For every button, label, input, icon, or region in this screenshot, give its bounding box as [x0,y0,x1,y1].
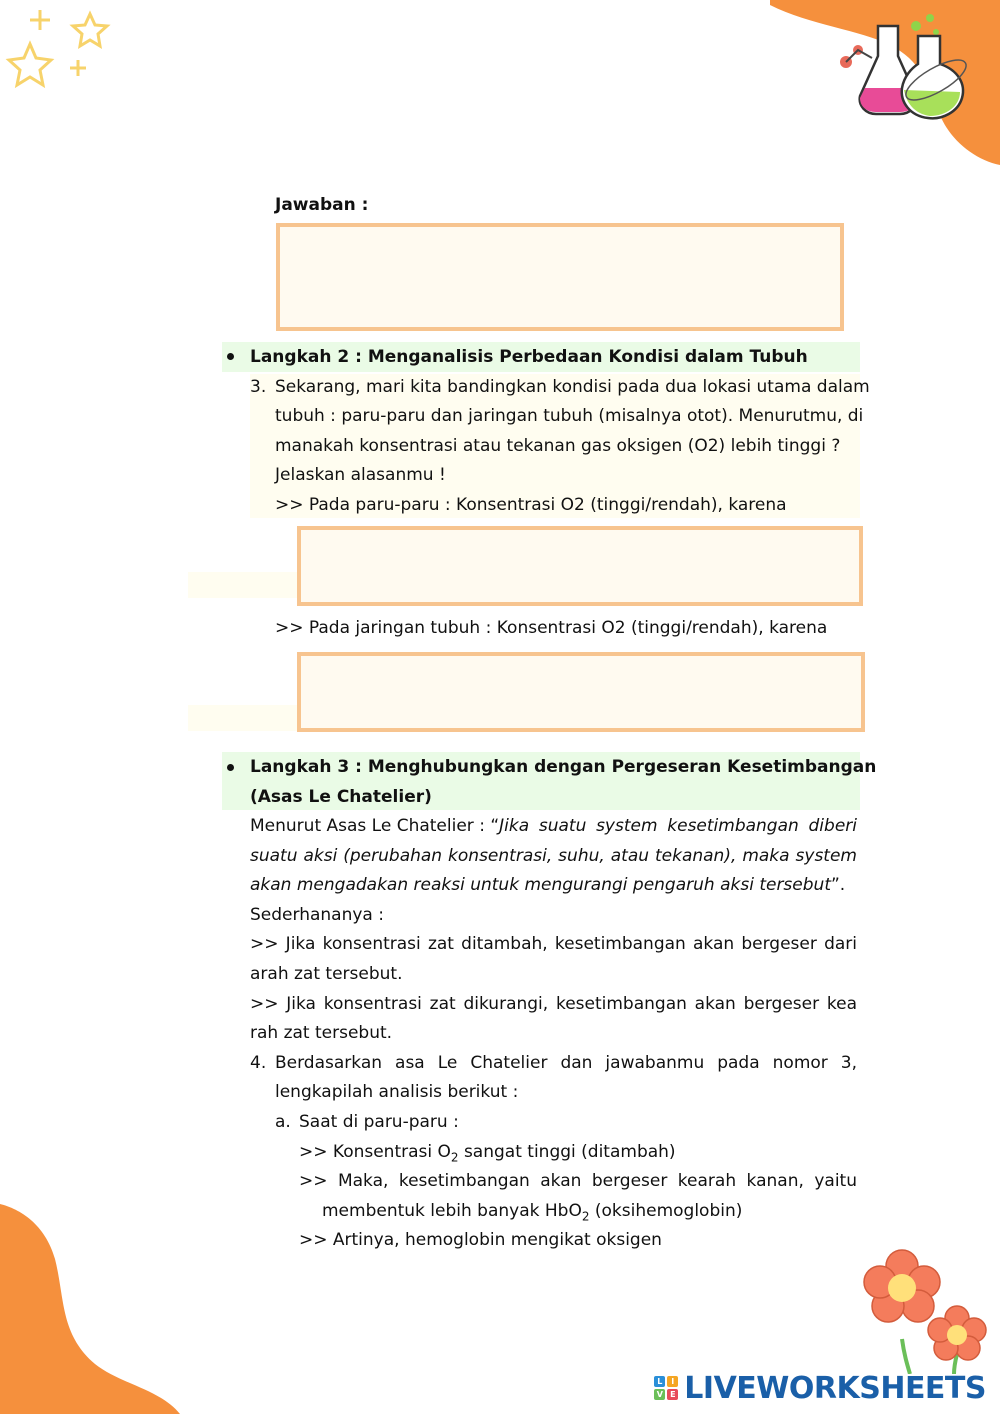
lungs-answer-input[interactable] [297,526,863,606]
logo-mark-icon [654,1376,678,1400]
analysis-text: membentuk lebih banyak HbO [322,1201,582,1221]
rule-2-cont: rah zat tersebut. [250,1023,393,1043]
analysis-item-cont [322,1200,742,1227]
question-text-line: Sekarang, mari kita bandingkan kondisi pada dua lokasi utama dalam [275,377,870,397]
analysis-item [299,1141,676,1168]
analysis-text: >> Konsentrasi O [299,1142,451,1162]
logo-mark-letter: E [667,1389,678,1400]
intro-italic: Jika suatu system kesetimbangan diberi [499,816,857,836]
analysis-text: (oksihemoglobin) [589,1201,743,1221]
stars-icon [0,0,130,100]
flower-icon [862,1244,992,1374]
bullet-icon [227,353,234,360]
intro-suffix: ”. [830,875,846,895]
orange-corner-shape-bottom [0,1204,180,1414]
rule-1: >> Jika konsentrasi zat ditambah, kesetimbangan akan bergeser dari [250,934,857,954]
step3-heading-cont: (Asas Le Chatelier) [250,787,432,807]
analysis-item: >> Maka, kesetimbangan akan bergeser kearah kanan, yaitu [299,1171,857,1191]
rule-2: >> Jika konsentrasi zat dikurangi, kesetimbangan akan bergeser kea [250,994,857,1014]
bullet-icon [227,764,234,771]
answer-background [188,572,308,598]
question-number: 4. [250,1053,267,1073]
rule-1-cont: arah zat tersebut. [250,964,403,984]
tissue-answer-input[interactable] [297,652,865,732]
chemistry-flask-icon [838,6,988,126]
liveworksheets-logo [654,1370,986,1406]
lungs-prompt: >> Pada paru-paru : Konsentrasi O2 (tinggi/rendah), karena [275,495,787,515]
question-text-line: lengkapilah analisis berikut : [275,1082,519,1102]
le-chatelier-intro-line [250,815,857,837]
subscript: 2 [581,1209,590,1224]
sub-question-label: a. [275,1112,291,1132]
answer-input-box-1[interactable] [276,223,844,331]
step3-heading: Langkah 3 : Menghubungkan dengan Pergeseran Kesetimbangan [250,757,877,777]
answer-background [188,705,308,731]
le-chatelier-intro-end [250,874,845,896]
analysis-text: sangat tinggi (ditambah) [458,1142,676,1162]
question-text-line: tubuh : paru-paru dan jaringan tubuh (misalnya otot). Menurutmu, di [275,406,864,426]
question-text-line: manakah konsentrasi atau tekanan gas oksigen (O2) lebih tinggi ? [275,436,841,456]
sub-question-title: Saat di paru-paru : [299,1112,459,1132]
intro-prefix: Menurut Asas Le Chatelier : “ [250,816,500,836]
question-text-line: Jelaskan alasanmu ! [275,465,446,485]
intro-italic: suatu aksi (perubahan konsentrasi, suhu, atau tekanan), maka system [250,846,857,866]
logo-mark-letter: V [654,1389,665,1400]
simplified-label: Sederhananya : [250,905,384,925]
logo-mark-letter: I [667,1376,678,1387]
question-text-line: Berdasarkan asa Le Chatelier dan jawabanmu pada nomor 3, [275,1053,857,1073]
logo-mark-letter: L [654,1376,665,1387]
analysis-item: >> Artinya, hemoglobin mengikat oksigen [299,1230,662,1250]
answer-label: Jawaban : [275,195,369,215]
subscript: 2 [450,1150,459,1165]
logo-text: LIVEWORKSHEETS [684,1370,986,1406]
intro-italic: akan mengadakan reaksi untuk mengurangi pengaruh aksi tersebut [250,875,831,895]
step2-heading: Langkah 2 : Menganalisis Perbedaan Kondisi dalam Tubuh [250,347,808,367]
question-number: 3. [250,377,267,397]
tissue-prompt: >> Pada jaringan tubuh : Konsentrasi O2 (tinggi/rendah), karena [275,618,828,638]
